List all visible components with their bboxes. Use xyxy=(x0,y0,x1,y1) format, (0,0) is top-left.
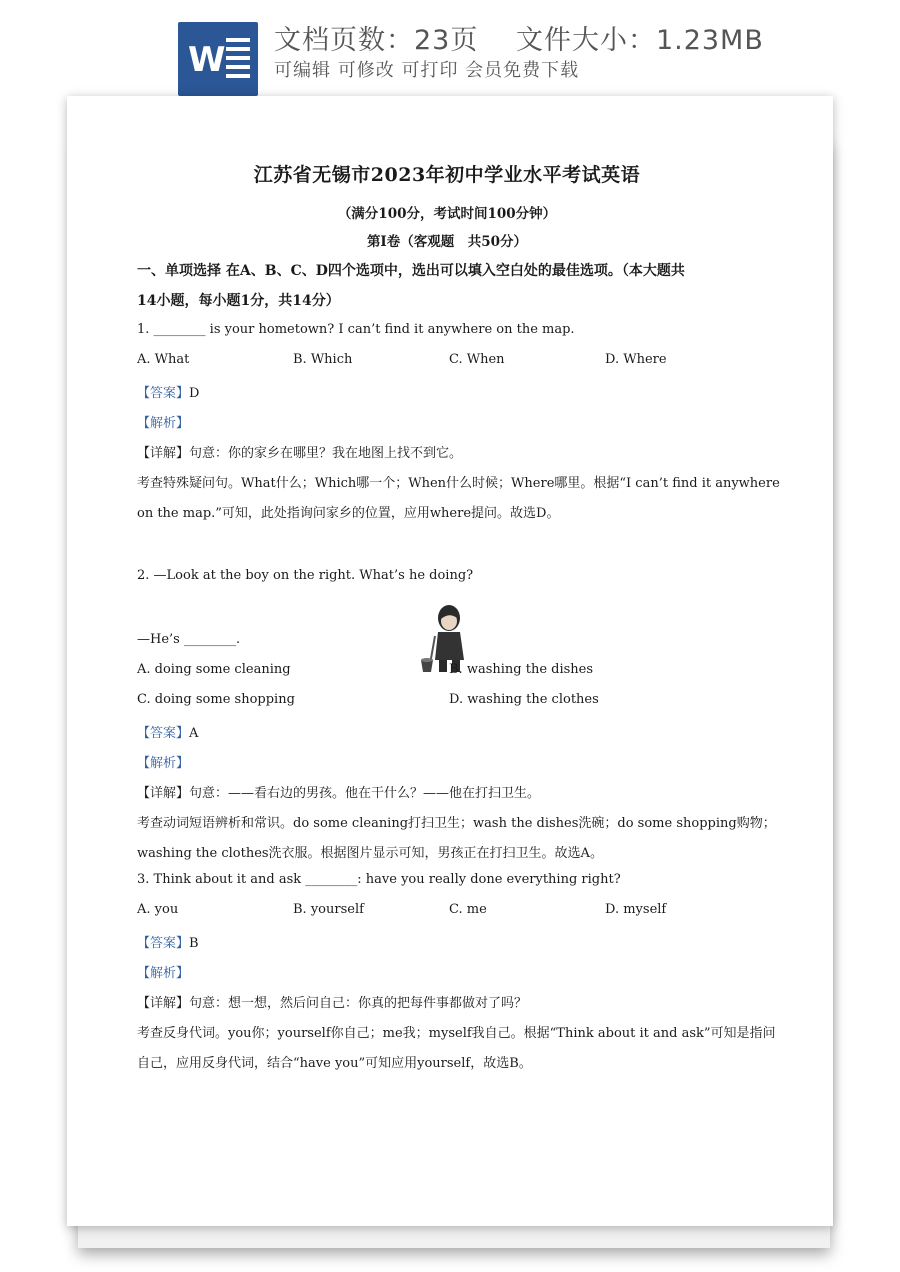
question-1-detail: 【详解】句意：你的家乡在哪里？我在地图上找不到它。 xyxy=(137,446,463,461)
volume-line: 第I卷（客观题 共50分） xyxy=(366,234,528,250)
section-heading-2: 14小题，每小题1分，共14分） xyxy=(137,293,340,309)
answer-tag: 【答案】 xyxy=(137,726,190,741)
question-3-option-b: B. yourself xyxy=(293,902,364,917)
question-2-option-c: C. doing some shopping xyxy=(137,692,295,707)
question-3-option-a: A. you xyxy=(137,902,179,917)
word-document-icon: W xyxy=(178,22,258,96)
score-line: （满分100分，考试时间100分钟） xyxy=(337,206,557,222)
question-2-explanation-2: washing the clothes洗衣服。根据图片显示可知，男孩正在打扫卫生。故选A。 xyxy=(137,846,603,861)
question-3-option-c: C. me xyxy=(449,902,487,917)
answer-value: B xyxy=(189,936,199,951)
question-3-detail: 【详解】句意：想一想，然后问自己：你真的把每件事都做对了吗？ xyxy=(137,996,528,1011)
question-1-analysis-tag: 【解析】 xyxy=(137,416,190,431)
question-2-answer xyxy=(137,722,198,741)
answer-tag: 【答案】 xyxy=(137,936,190,951)
question-1-explanation-1: 考查特殊疑问句。What什么；Which哪一个；When什么时候；Where哪里。根据“I can’t find it anywhere xyxy=(137,476,780,491)
question-3-explanation-2: 自己，应用反身代词，结合“have you”可知应用yourself，故选B。 xyxy=(137,1056,532,1071)
question-2-stem: 2. —Look at the boy on the right. What’s he doing? xyxy=(137,568,474,583)
question-2-option-d: D. washing the clothes xyxy=(449,692,599,707)
header-banner xyxy=(0,0,900,100)
question-2-detail: 【详解】句意：——看右边的男孩。他在干什么？——他在打扫卫生。 xyxy=(137,786,541,801)
section-heading-1: 一、单项选择 在A、B、C、D四个选项中，选出可以填入空白处的最佳选项。（本大题共 xyxy=(137,263,685,279)
question-1-option-b: B. Which xyxy=(293,352,353,367)
question-1-stem: 1. ________ is your hometown? I can’t find it anywhere on the map. xyxy=(137,322,575,337)
question-2-reply: —He’s ________. xyxy=(137,632,241,647)
question-3-explanation-1: 考查反身代词。you你；yourself你自己；me我；myself我自己。根据“Think about it and ask”可知是指问 xyxy=(137,1026,776,1041)
question-1-option-c: C. When xyxy=(449,352,505,367)
question-3-stem: 3. Think about it and ask ________: have you really done everything right? xyxy=(137,872,621,887)
question-2-option-b: B. washing the dishes xyxy=(449,662,594,677)
question-2-analysis-tag: 【解析】 xyxy=(137,756,190,771)
question-1-explanation-2: on the map.”可知，此处指询问家乡的位置，应用where提问。故选D。 xyxy=(137,506,560,521)
question-3-option-d: D. myself xyxy=(605,902,667,917)
question-1-answer xyxy=(137,382,199,401)
question-3-analysis-tag: 【解析】 xyxy=(137,966,190,981)
question-2-explanation-1: 考查动词短语辨析和常识。do some cleaning打扫卫生；wash the dishes洗碗；do some shopping购物； xyxy=(137,816,776,831)
answer-tag: 【答案】 xyxy=(137,386,190,401)
question-2-option-a: A. doing some cleaning xyxy=(137,662,291,677)
answer-value: A xyxy=(189,726,199,741)
question-1-option-d: D. Where xyxy=(605,352,667,367)
doc-info-subtitle: 可编辑 可修改 可打印 会员免费下载 xyxy=(274,60,580,81)
question-3-answer xyxy=(137,932,199,951)
document-title: 江苏省无锡市2023年初中学业水平考试英语 xyxy=(253,164,641,186)
document-page xyxy=(67,96,833,1226)
answer-value: D xyxy=(189,386,200,401)
question-1-option-a: A. What xyxy=(137,352,190,367)
doc-info-title: 文档页数：23页 文件大小：1.23MB xyxy=(274,25,764,56)
